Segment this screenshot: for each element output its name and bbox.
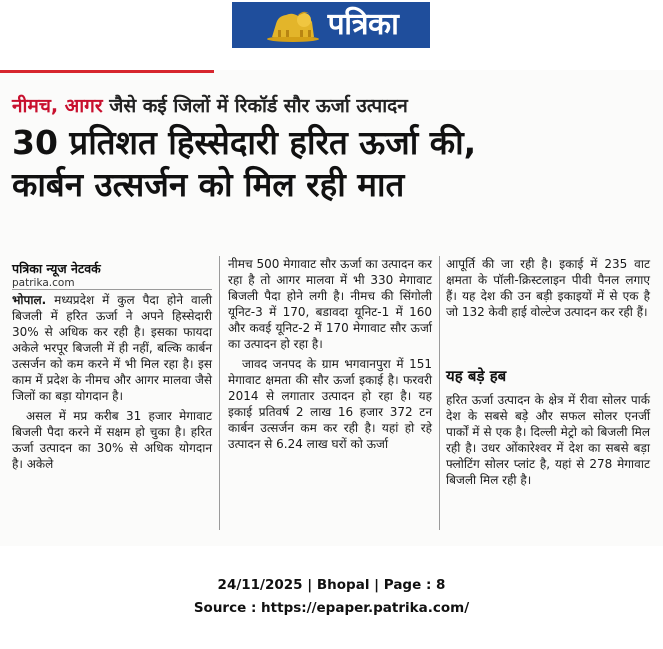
headline (12, 122, 652, 206)
byline: पत्रिका न्यूज नेटवर्क (12, 261, 101, 276)
column-3-paragraph-2: हरित ऊर्जा उत्पादन के क्षेत्र में रीवा सोलर पार्क देश के सबसे बड़े और सफल सोलर एनर्जी पार्कों में से एक है। दिल्ली मेट्रो को बिजली मिल रही है। उधर ओंकारेश्वर में देश का सबसे बड़ा फ्लोटिंग सोलर प्लांट है, यहां से 278 मेगावाट बिजली मिल रही है। (446, 393, 650, 487)
masthead-logo (232, 2, 430, 48)
column-1-text-1: मध्यप्रदेश में कुल पैदा होने वाली बिजली में हरित ऊर्जा ने अपने हिस्सेदारी 30% से अधिक कर रही है। इसका फायदा अकेले भरपूर बिजली में ही नहीं, बल्कि कार्बन उत्सर्जन को कम करने में भी मिल रहा है। इस काम में प्रदेश के नीमच और आगर मालवा जैसे जिलों का बड़ा योगदान है। (12, 293, 212, 403)
headline-line-1: 30 प्रतिशत हिस्सेदारी हरित ऊर्जा की, (12, 123, 477, 162)
brand-name: पत्रिका (327, 7, 399, 42)
footer-date-line: 24/11/2025 | Bhopal | Page : 8 (217, 577, 446, 593)
column-1-paragraph-2: असल में मप्र करीब 31 हजार मेगावाट बिजली पैदा करने में सक्षम हो चुका है। हरित ऊर्जा उत्पादन का 30% से अधिक योगदान है। अकेले (12, 409, 212, 471)
column-divider-2 (439, 256, 440, 530)
column-2-paragraph-1: नीमच 500 मेगावाट सौर ऊर्जा का उत्पादन कर रहा है तो आगर मालवा में भी 330 मेगावाट बिजली पैदा होने लगी है। नीमच की सिंगोली यूनिट-3 में 170, बडावदा यूनिट-1 में 160 और कवई यूनिट-2 में 170 मेगावाट सौर ऊर्जा का उत्पादन हो रहा है। (228, 257, 432, 351)
byline-divider (12, 289, 212, 290)
column-divider-1 (219, 256, 220, 530)
kicker-line (12, 92, 408, 118)
headline-line-2: कार्बन उत्सर्जन को मिल रही मात (12, 165, 405, 204)
kicker-location: नीमच, आगर (12, 95, 103, 117)
column-1-paragraph-1 (12, 292, 212, 404)
section-rule (0, 70, 214, 73)
column-3-lower (446, 392, 650, 488)
lion-emblem-icon (264, 6, 322, 44)
column-2-paragraph-2: जावद जनपद के ग्राम भगवानपुरा में 151 मेगावाट क्षमता की सौर ऊर्जा इकाई है। फरवरी 2014 से लगातार उत्पादन हो रहा है। यह इकाई प्रतिवर्ष 2 लाख 16 हजार 372 टन कार्बन उत्सर्जन कम कर रही है। यहां हो रहे उत्पादन से 6.24 लाख घरों को ऊर्जा (228, 357, 432, 451)
column-3 (446, 256, 650, 320)
dateline: भोपाल. (12, 293, 47, 307)
column-3-paragraph-1: आपूर्ति की जा रही है। इकाई में 235 वाट क्षमता के पॉली-क्रिस्टलाइन पीवी पैनल लगाए हैं। यह देश की उन बड़ी इकाइयों में से एक है जो 132 केवी हाई वोल्टेज उत्पादन कर रही हैं। (446, 257, 650, 319)
column-1 (12, 292, 212, 472)
subheading: यह बड़े हब (446, 367, 507, 385)
byline-site: patrika.com (12, 277, 75, 289)
footer-source-line: Source : https://epaper.patrika.com/ (193, 600, 470, 616)
newspaper-clipping (0, 70, 663, 546)
kicker-text: जैसे कई जिलों में रिकॉर्ड सौर ऊर्जा उत्पादन (102, 95, 408, 117)
column-2 (228, 256, 432, 452)
